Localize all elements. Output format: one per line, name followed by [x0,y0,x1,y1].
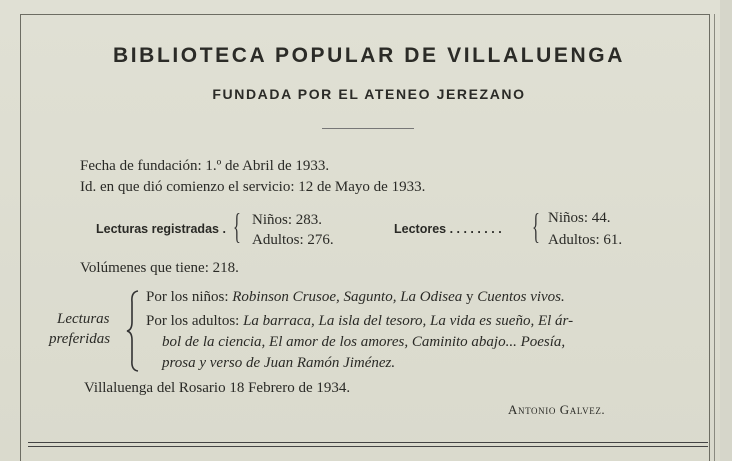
readings-brace: { [233,206,241,246]
children-last-title: Cuentos vivos. [477,289,565,305]
children-titles: Robinson Crusoe, Sagunto, La Odisea [232,289,463,305]
frame-right-line [709,14,710,461]
foundation-date: Fecha de fundación: 1.º de Abril de 1933. [80,158,330,174]
preferred-children [146,289,565,306]
service-start-date: Id. en que dió comienzo el servicio: 12 de Mayo de 1933. [80,179,426,195]
preferred-adults-line1 [146,313,573,330]
frame-left-line [20,14,21,461]
title-divider [322,128,414,129]
readings-label: Lecturas registradas . [96,222,226,236]
preferred-label-line1: Lecturas [57,311,110,327]
preferred-adults-line3: prosa y verso de Juan Ramón Jiménez. [162,355,396,371]
readers-brace: { [532,206,540,246]
adults-titles-1: La barraca, La isla del tesoro, La vida es sueño, El ár- [243,313,574,329]
frame-right-line-outer [714,14,715,461]
place-and-date: Villaluenga del Rosario 18 Febrero de 1934. [84,380,351,396]
bottom-double-rule-1 [28,442,708,443]
children-join: y [462,289,478,305]
readings-adults: Adultos: 276. [252,232,334,248]
volumes-count: Volúmenes que tiene: 218. [80,260,239,276]
frame-top-line [20,14,710,15]
preferred-label-line2: preferidas [49,331,111,347]
bottom-double-rule-2 [28,446,708,447]
signature: Antonio Galvez. [508,402,606,417]
page-edge [720,0,732,461]
document-subtitle: FUNDADA POR EL ATENEO JEREZANO [212,86,526,102]
children-prefix: Por los niños: [146,289,233,305]
adults-prefix: Por los adultos: [146,313,244,329]
readers-label: Lectores . . . . . . . . [394,222,502,236]
readers-children: Niños: 44. [548,210,611,226]
document-title: BIBLIOTECA POPULAR DE VILLALUENGA [112,44,626,67]
readers-adults: Adultos: 61. [548,232,623,248]
preferred-brace [126,290,140,372]
readings-children: Niños: 283. [252,212,323,228]
preferred-adults-line2: bol de la ciencia, El amor de los amores, Caminito abajo... Poesía, [162,334,566,350]
